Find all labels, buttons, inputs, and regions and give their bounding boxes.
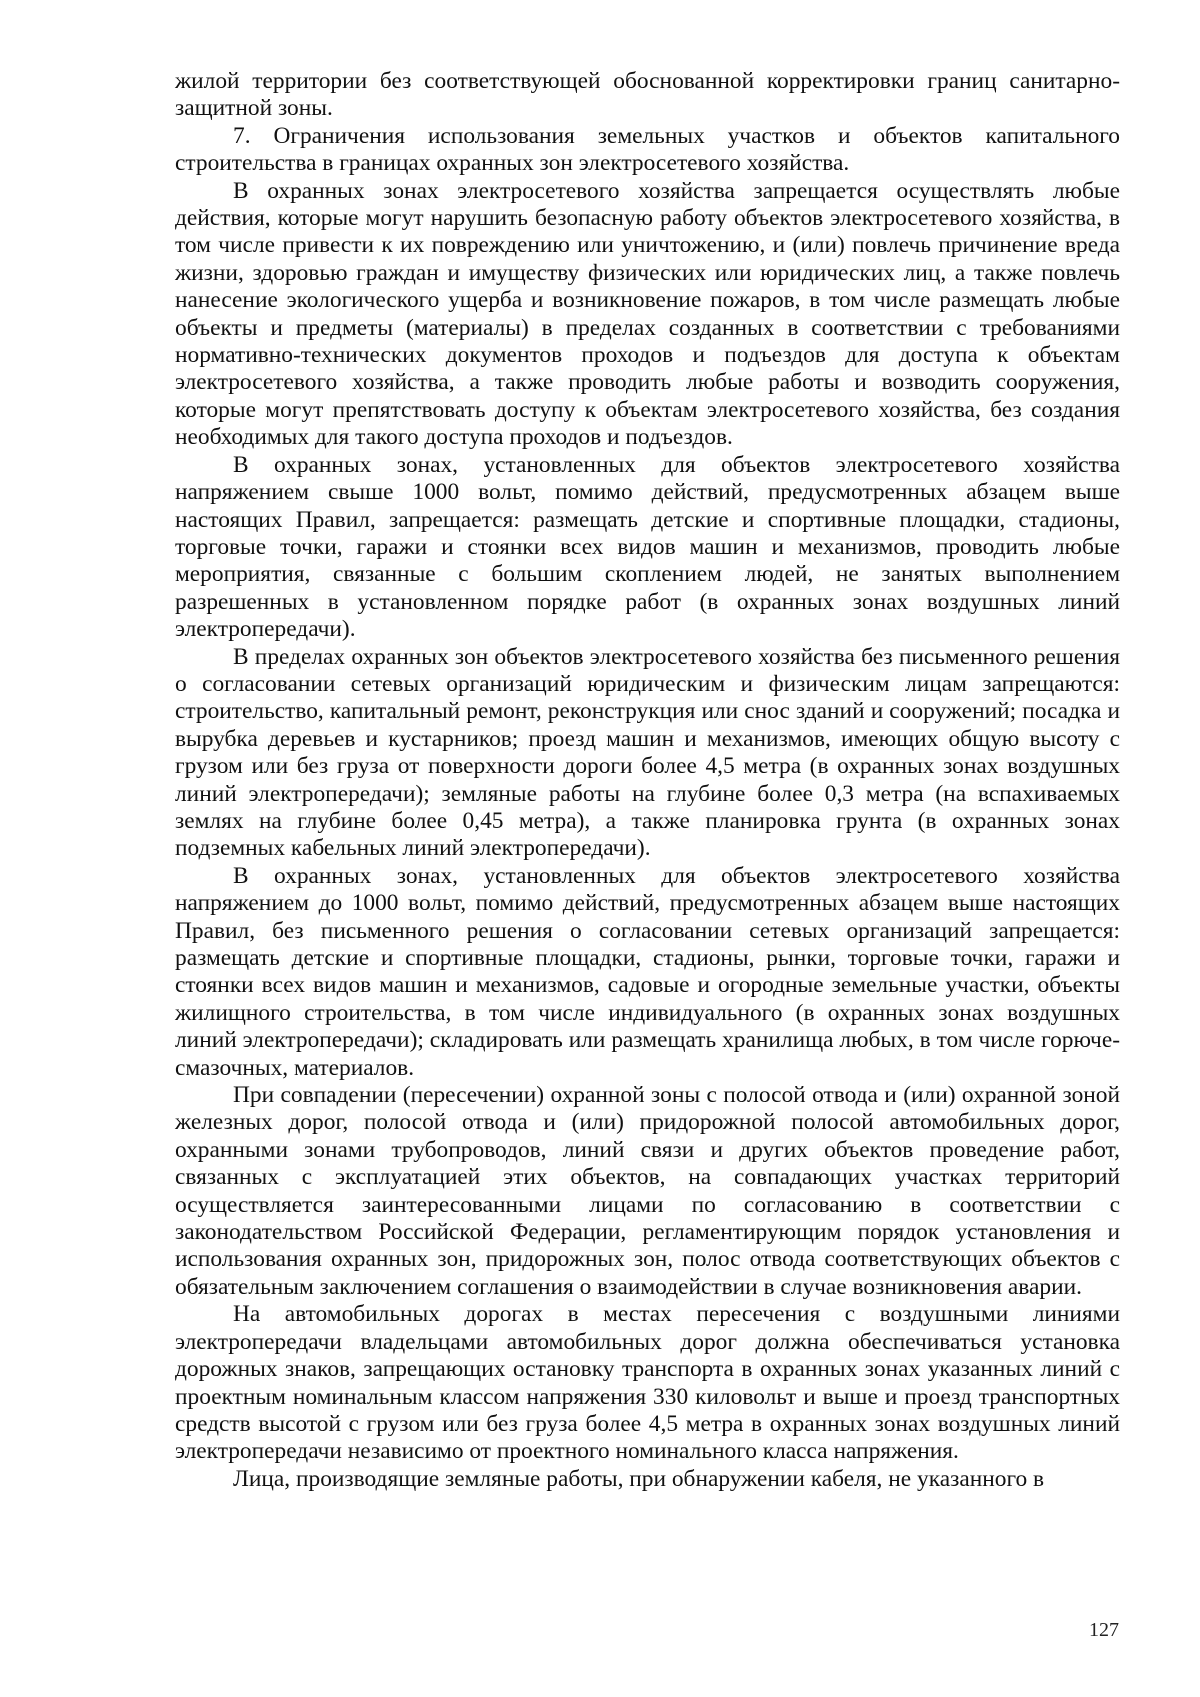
paragraph: В охранных зонах электросетевого хозяйства запрещается осуществлять любые действия, которые могут нарушить безопасную работу объектов электросетевого хозяйства, в том числе привести к их повреждению или уничтожению, и (или) повлечь причинение вреда жизни, здоровью граждан и имуществу физических или юридических лиц, а также повлечь нанесение экологического ущерба и возникновение пожаров, в том числе размещать любые объекты и предметы (материалы) в пределах созданных в соответствии с требованиями нормативно-технических документов проходов и подъездов для доступа к объектам электросетевого хозяйства, а также проводить любые работы и возводить сооружения, которые могут препятствовать доступу к объектам электросетевого хозяйства, без создания необходимых для такого доступа проходов и подъездов. — [175, 177, 1120, 451]
paragraph: Лица, производящие земляные работы, при обнаружении кабеля, не указанного в — [233, 1465, 1045, 1492]
paragraph: В охранных зонах, установленных для объектов электросетевого хозяйства напряжением свыше 1000 вольт, помимо действий, предусмотренных абзацем выше настоящих Правил, запрещается: размещать детские и спортивные площадки, стадионы, торговые точки, гаражи и стоянки всех видов машин и механизмов, проводить любые мероприятия, связанные с большим скоплением людей, не занятых выполнением разрешенных в установленном порядке работ (в охранных зонах воздушных линий электропередачи). — [175, 451, 1120, 643]
paragraph: В охранных зонах, установленных для объектов электросетевого хозяйства напряжением до 1000 вольт, помимо действий, предусмотренных абзацем выше настоящих Правил, без письменного решения о согласовании сетевых организаций запрещается: размещать детские и спортивные площадки, стадионы, рынки, торговые точки, гаражи и стоянки всех видов машин и механизмов, садовые и огородные земельные участки, объекты жилищного строительства, в том числе индивидуального (в охранных зонах воздушных линий электропередачи); складировать или размещать хранилища любых, в том числе горюче-смазочных, материалов. — [175, 862, 1120, 1081]
page-number: 127 — [1089, 1619, 1119, 1641]
document-body — [175, 68, 1120, 1493]
paragraph: В пределах охранных зон объектов электросетевого хозяйства без письменного решения о согласовании сетевых организаций юридическим и физическим лицам запрещаются: строительство, капитальный ремонт, реконструкция или снос зданий и сооружений; посадка и вырубка деревьев и кустарников; проезд машин и механизмов, имеющих общую высоту с грузом или без груза от поверхности дороги более 4,5 метра (в охранных зонах воздушных линий электропередачи); земляные работы на глубине более 0,3 метра (на вспахиваемых землях на глубине более 0,45 метра), а также планировка грунта (в охранных зонах подземных кабельных линий электропередачи). — [175, 643, 1120, 862]
paragraph: При совпадении (пересечении) охранной зоны с полосой отвода и (или) охранной зоной железных дорог, полосой отвода и (или) придорожной полосой автомобильных дорог, охранными зонами трубопроводов, линий связи и других объектов проведение работ, связанных с эксплуатацией этих объектов, на совпадающих участках территорий осуществляется заинтересованными лицами по согласованию в соответствии с законодательством Российской Федерации, регламентирующим порядок установления и использования охранных зон, придорожных зон, полос отвода соответствующих объектов с обязательным заключением соглашения о взаимодействии в случае возникновения аварии. — [175, 1082, 1120, 1300]
paragraph-continuation: жилой территории без соответствующей обоснованной корректировки границ санитарно-защитной зоны. — [175, 68, 1120, 122]
section-heading-7: 7. Ограничения использования земельных участков и объектов капитального строительства в границах охранных зон электросетевого хозяйства. — [175, 122, 1120, 177]
paragraph: На автомобильных дорогах в местах пересечения с воздушными линиями электропередачи владельцами автомобильных дорог должна обеспечиваться установка дорожных знаков, запрещающих остановку транспорта в охранных зонах указанных линий с проектным номинальным классом напряжения 330 киловольт и выше и проезд транспортных средств высотой с грузом или без груза более 4,5 метра в охранных зонах воздушных линий электропередачи независимо от проектного номинального класса напряжения. — [175, 1301, 1120, 1465]
